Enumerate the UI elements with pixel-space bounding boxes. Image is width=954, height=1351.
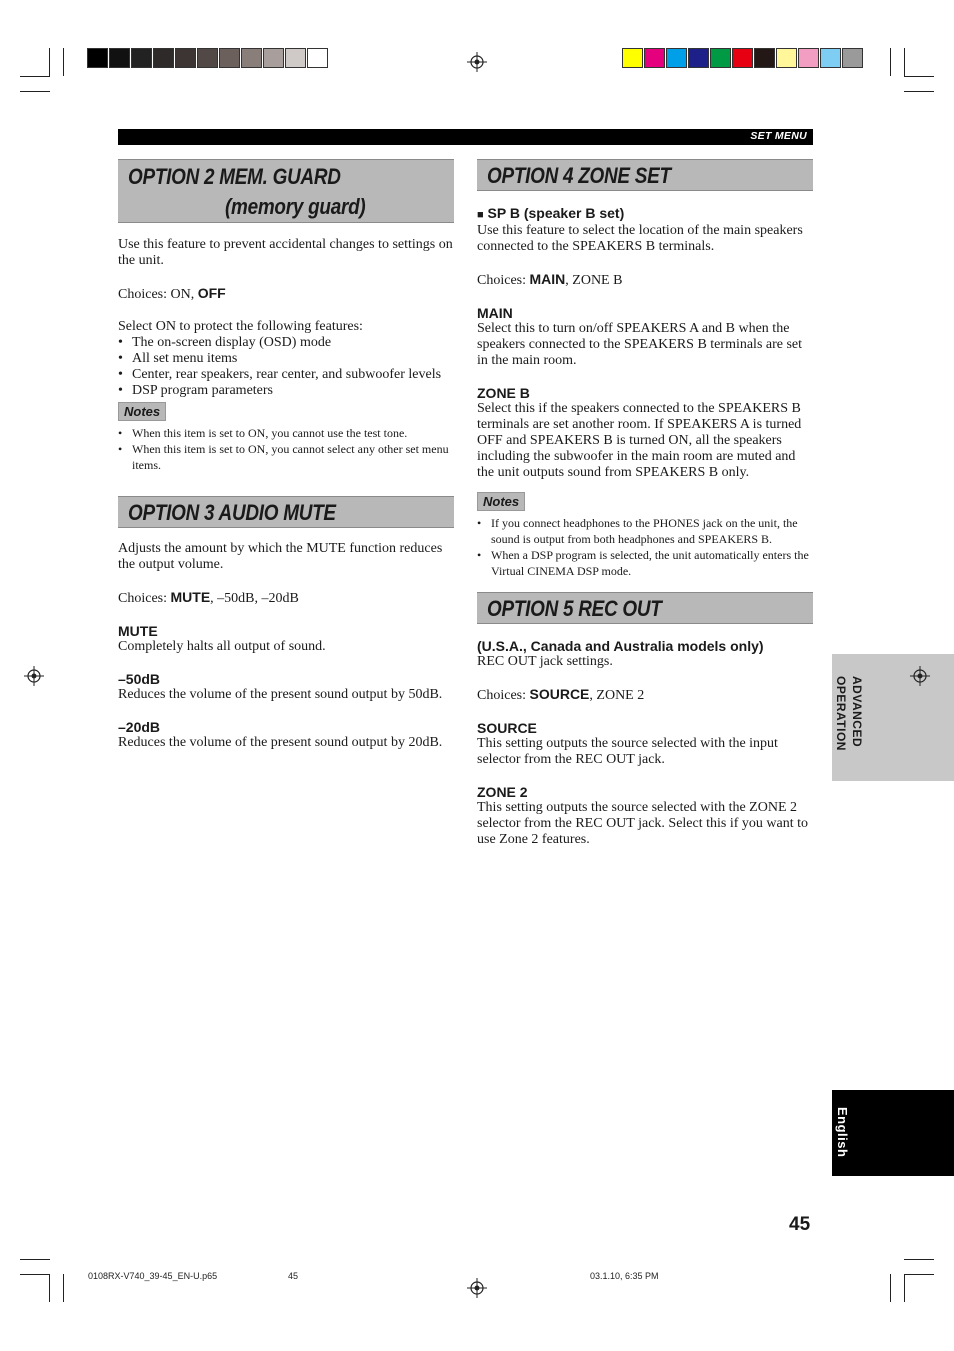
note-item: • When a DSP program is selected, the unit automatically enters the Virtual CINEMA DSP mode. bbox=[477, 547, 813, 579]
option3-choices: Choices: MUTE, –50dB, –20dB bbox=[118, 589, 299, 606]
color-swatch bbox=[285, 48, 306, 68]
color-swatch bbox=[732, 48, 753, 68]
item-label: –20dB bbox=[118, 719, 161, 735]
registration-mark-icon bbox=[467, 52, 487, 72]
color-swatch bbox=[710, 48, 731, 68]
footer-date: 03.1.10, 6:35 PM bbox=[590, 1271, 659, 1281]
item-label: MAIN bbox=[477, 305, 513, 321]
option2-intro: Use this feature to prevent accidental changes to settings on the unit. bbox=[118, 237, 453, 268]
color-swatch bbox=[622, 48, 643, 68]
color-swatch bbox=[241, 48, 262, 68]
option4-section bbox=[477, 159, 813, 579]
tab-label-line1: ADVANCED bbox=[850, 676, 864, 748]
color-swatch bbox=[197, 48, 218, 68]
item-text: Select this to turn on/off SPEAKERS A and B when the speakers connected to the SPEAKERS B terminals are set in the main room. bbox=[477, 321, 803, 368]
color-swatch bbox=[263, 48, 284, 68]
section-header-bar bbox=[118, 129, 813, 145]
notes-label: Notes bbox=[118, 402, 166, 421]
option2-protect-intro: Select ON to protect the following features: bbox=[118, 319, 363, 334]
option5-choices: Choices: SOURCE, ZONE 2 bbox=[477, 686, 645, 703]
list-item: • The on-screen display (OSD) mode bbox=[118, 335, 454, 351]
list-item: • Center, rear speakers, rear center, and subwoofer levels bbox=[118, 367, 454, 383]
page-number: 45 bbox=[789, 1214, 811, 1235]
registration-mark-icon bbox=[910, 666, 930, 686]
option4-heading: OPTION 4 ZONE SET bbox=[477, 159, 813, 191]
language-tab bbox=[832, 1090, 954, 1176]
item-label: ZONE B bbox=[477, 385, 530, 401]
option2-notes bbox=[118, 425, 454, 473]
color-swatch bbox=[87, 48, 108, 68]
item-text: Reduces the volume of the present sound output by 50dB. bbox=[118, 687, 443, 702]
option5-section bbox=[477, 592, 813, 848]
option3-heading: OPTION 3 AUDIO MUTE bbox=[118, 496, 454, 528]
color-swatch bbox=[776, 48, 797, 68]
item-text: This setting outputs the source selected with the ZONE 2 selector from the REC OUT jack. Select this if you want to use Zone 2 features. bbox=[477, 800, 809, 847]
section-label: SET MENU bbox=[750, 130, 807, 142]
color-swatch bbox=[688, 48, 709, 68]
option4-choices: Choices: MAIN, ZONE B bbox=[477, 271, 623, 288]
color-swatch bbox=[842, 48, 863, 68]
option5-item bbox=[477, 784, 813, 848]
option2-feature-list bbox=[118, 335, 454, 399]
color-swatch bbox=[644, 48, 665, 68]
color-swatch bbox=[109, 48, 130, 68]
option4-intro: Use this feature to select the location of the main speakers connected to the SPEAKERS B terminals. bbox=[477, 223, 803, 254]
color-swatch bbox=[754, 48, 775, 68]
advanced-operation-tab bbox=[832, 654, 954, 781]
note-item: • If you connect headphones to the PHONES jack on the unit, the sound is output from both headphones and SPEAKERS B. bbox=[477, 515, 813, 547]
option3-item bbox=[118, 671, 454, 703]
option4-item bbox=[477, 305, 813, 369]
option3-section bbox=[118, 496, 454, 751]
option4-subhead: ■ SP B (speaker B set) bbox=[477, 205, 625, 221]
color-swatch bbox=[131, 48, 152, 68]
color-swatch bbox=[219, 48, 240, 68]
option2-heading: OPTION 2 MEM. GUARD (memory guard) bbox=[118, 159, 454, 223]
note-item: • When this item is set to ON, you cannot select any other set menu items. bbox=[118, 441, 454, 473]
option5-intro: REC OUT jack settings. bbox=[477, 654, 613, 669]
option3-item bbox=[118, 719, 454, 751]
item-text: This setting outputs the source selected with the input selector from the REC OUT jack. bbox=[477, 736, 778, 767]
color-swatch bbox=[666, 48, 687, 68]
item-label: MUTE bbox=[118, 623, 158, 639]
item-text: Select this if the speakers connected to the SPEAKERS B terminals are set another room. If SPEAKERS A is turned OFF and SPEAKERS B is turned ON, all the speakers including the subwoofer in the main room are muted and the unit outputs sound from SPEAKERS B only. bbox=[477, 401, 802, 480]
registration-mark-icon bbox=[467, 1278, 487, 1298]
item-label: ZONE 2 bbox=[477, 784, 528, 800]
color-swatch bbox=[153, 48, 174, 68]
option2-section bbox=[118, 159, 454, 473]
item-label: SOURCE bbox=[477, 720, 537, 736]
footer-file: 0108RX-V740_39-45_EN-U.p65 bbox=[88, 1271, 218, 1281]
list-item: • All set menu items bbox=[118, 351, 454, 367]
option5-subhead: (U.S.A., Canada and Australia models only) bbox=[477, 638, 764, 654]
note-item: • When this item is set to ON, you cannot use the test tone. bbox=[118, 425, 454, 441]
color-swatch bbox=[307, 48, 328, 68]
color-swatch bbox=[175, 48, 196, 68]
footer-page: 45 bbox=[288, 1271, 299, 1281]
notes-label: Notes bbox=[477, 492, 525, 511]
list-item: • DSP program parameters bbox=[118, 383, 454, 399]
tab-label-line2: OPERATION bbox=[834, 676, 848, 751]
color-swatch bbox=[820, 48, 841, 68]
option3-item bbox=[118, 623, 454, 655]
option2-choices: Choices: ON, OFF bbox=[118, 285, 226, 302]
option3-intro: Adjusts the amount by which the MUTE function reduces the output volume. bbox=[118, 541, 443, 572]
registration-mark-icon bbox=[24, 666, 44, 686]
item-text: Completely halts all output of sound. bbox=[118, 639, 326, 654]
option4-item bbox=[477, 385, 813, 481]
option5-heading: OPTION 5 REC OUT bbox=[477, 592, 813, 624]
color-swatch bbox=[798, 48, 819, 68]
item-label: –50dB bbox=[118, 671, 161, 687]
item-text: Reduces the volume of the present sound output by 20dB. bbox=[118, 735, 443, 750]
option4-notes bbox=[477, 515, 813, 579]
language-label: English bbox=[835, 1107, 850, 1158]
option5-item bbox=[477, 720, 813, 768]
